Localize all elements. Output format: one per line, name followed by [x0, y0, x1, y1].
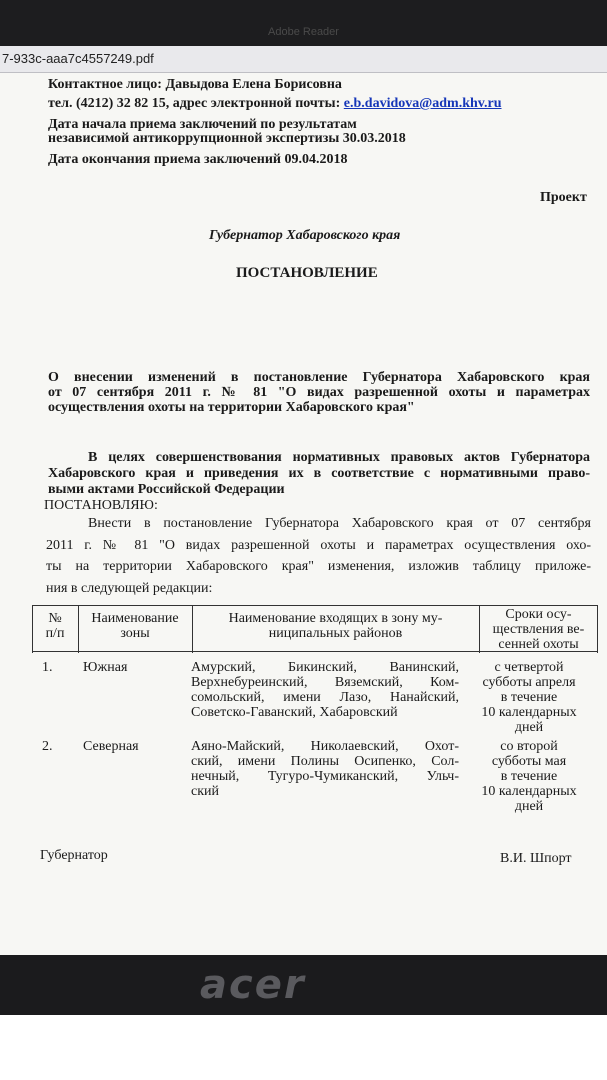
table-row-2-number: 2.: [42, 739, 53, 754]
table-border-right: [597, 605, 598, 653]
table-header-districts: [194, 611, 477, 641]
district-line: сомольский, имени Лазо, Нанайский,: [191, 690, 459, 705]
table-header-text: зоны: [120, 626, 150, 641]
period-line: субботы мая: [491, 754, 567, 769]
email-link[interactable]: e.b.davidova@adm.khv.ru: [343, 96, 502, 111]
subject-line1: О внесении изменений в постановление Губернатора Хабаровского края: [48, 370, 590, 385]
period-line: 10 календарных: [481, 784, 577, 799]
table-header-text: Наименование входящих в зону му-: [228, 611, 443, 626]
table-column-divider: [479, 605, 480, 653]
table-header-number: [34, 611, 76, 641]
subject-line2: от 07 сентября 2011 г. № 81 "О видах разрешенной охоты и параметрах: [48, 385, 590, 400]
table-border-left: [32, 605, 33, 653]
zones-table: [32, 605, 598, 893]
start-date-line2: независимой антикоррупционной экспертизы 30.03.2018: [48, 131, 406, 146]
table-header-period: [481, 607, 596, 652]
preamble-line2: Хабаровского края и приведения их в соответствие с нормативными право-: [48, 466, 590, 481]
end-date: Дата окончания приема заключений 09.04.2018: [48, 152, 348, 167]
start-date-line1: Дата начала приема заключений по результатам: [48, 117, 357, 132]
district-line: Верхнебуреинский, Вяземский, Ком-: [191, 675, 459, 690]
district-line: ский: [191, 784, 219, 799]
subject-line3: осуществления охоты на территории Хабаровского края": [48, 400, 415, 415]
district-line: нечный, Тугуро-Чумиканский, Ульч-: [191, 769, 459, 784]
table-row-1-districts: [191, 660, 459, 720]
table-row-2-districts: [191, 739, 459, 799]
monitor-brand-logo: acer: [200, 962, 306, 1008]
table-row-2-period: [469, 739, 589, 814]
signature-name: В.И. Шпорт: [500, 851, 572, 866]
table-row-2-zone: Северная: [83, 739, 139, 754]
period-line: дней: [514, 799, 544, 814]
background-area: [0, 1015, 607, 1080]
period-line: 10 календарных: [481, 705, 577, 720]
document-tab-bar: [0, 46, 607, 73]
decree-word: ПОСТАНОВЛЯЮ:: [44, 498, 158, 513]
table-header-text: сенней охоты: [498, 637, 579, 652]
body-line2: 2011 г. № 81 "О видах разрешенной охоты и параметрах осуществления охо-: [46, 538, 591, 553]
period-line: в течение: [500, 769, 558, 784]
district-line: Советско-Гаванский, Хабаровский: [191, 705, 398, 720]
period-line: дней: [514, 720, 544, 735]
contact-phone: тел. (4212) 32 82 15, адрес электронной почты:: [48, 96, 344, 111]
table-header-text: №: [48, 611, 62, 626]
body-line1: Внести в постановление Губернатора Хабаровского края от 07 сентября: [88, 516, 591, 531]
table-border-top: [32, 605, 598, 606]
table-row-1-number: 1.: [42, 660, 53, 675]
monitor-top-bezel: [0, 0, 607, 46]
district-line: Аяно-Майский, Николаевский, Охот-: [191, 739, 459, 754]
contact-person: Контактное лицо: Давыдова Елена Борисовна: [48, 77, 342, 92]
district-line: ский, имени Полины Осипенко, Сол-: [191, 754, 459, 769]
table-header-text: п/п: [45, 626, 65, 641]
period-line: в течение: [500, 690, 558, 705]
table-header-text: Наименование: [91, 611, 179, 626]
table-header-text: ществления ве-: [492, 622, 585, 637]
draft-stamp: Проект: [540, 190, 587, 205]
district-line: Амурский, Бикинский, Ванинский,: [191, 660, 459, 675]
period-line: с четвертой: [494, 660, 564, 675]
table-header-text: Сроки осу-: [505, 607, 572, 622]
table-header-text: ниципальных районов: [268, 626, 403, 641]
signature-title: Губернатор: [40, 848, 108, 863]
contact-phone-line: [48, 96, 502, 112]
document-page: [0, 73, 607, 955]
document-type: ПОСТАНОВЛЕНИЕ: [236, 265, 378, 281]
issuing-authority: Губернатор Хабаровского края: [209, 228, 401, 243]
period-line: со второй: [500, 739, 558, 754]
table-header-zone: [80, 611, 190, 641]
table-row-1-period: [469, 660, 589, 735]
document-tab[interactable]: 7-933c-aaa7c4557249.pdf: [2, 51, 154, 66]
table-column-divider: [78, 605, 79, 653]
body-line4: ния в следующей редакции:: [46, 581, 213, 596]
preamble-line3: выми актами Российской Федерации: [48, 482, 285, 497]
period-line: субботы апреля: [482, 675, 576, 690]
window-title: Adobe Reader: [268, 26, 339, 38]
table-column-divider: [192, 605, 193, 653]
preamble-line1: В целях совершенствования нормативных правовых актов Губернатора: [88, 450, 590, 465]
table-row-1-zone: Южная: [83, 660, 128, 675]
body-line3: ты на территории Хабаровского края" изменения, изложив таблицу приложе-: [46, 559, 591, 574]
